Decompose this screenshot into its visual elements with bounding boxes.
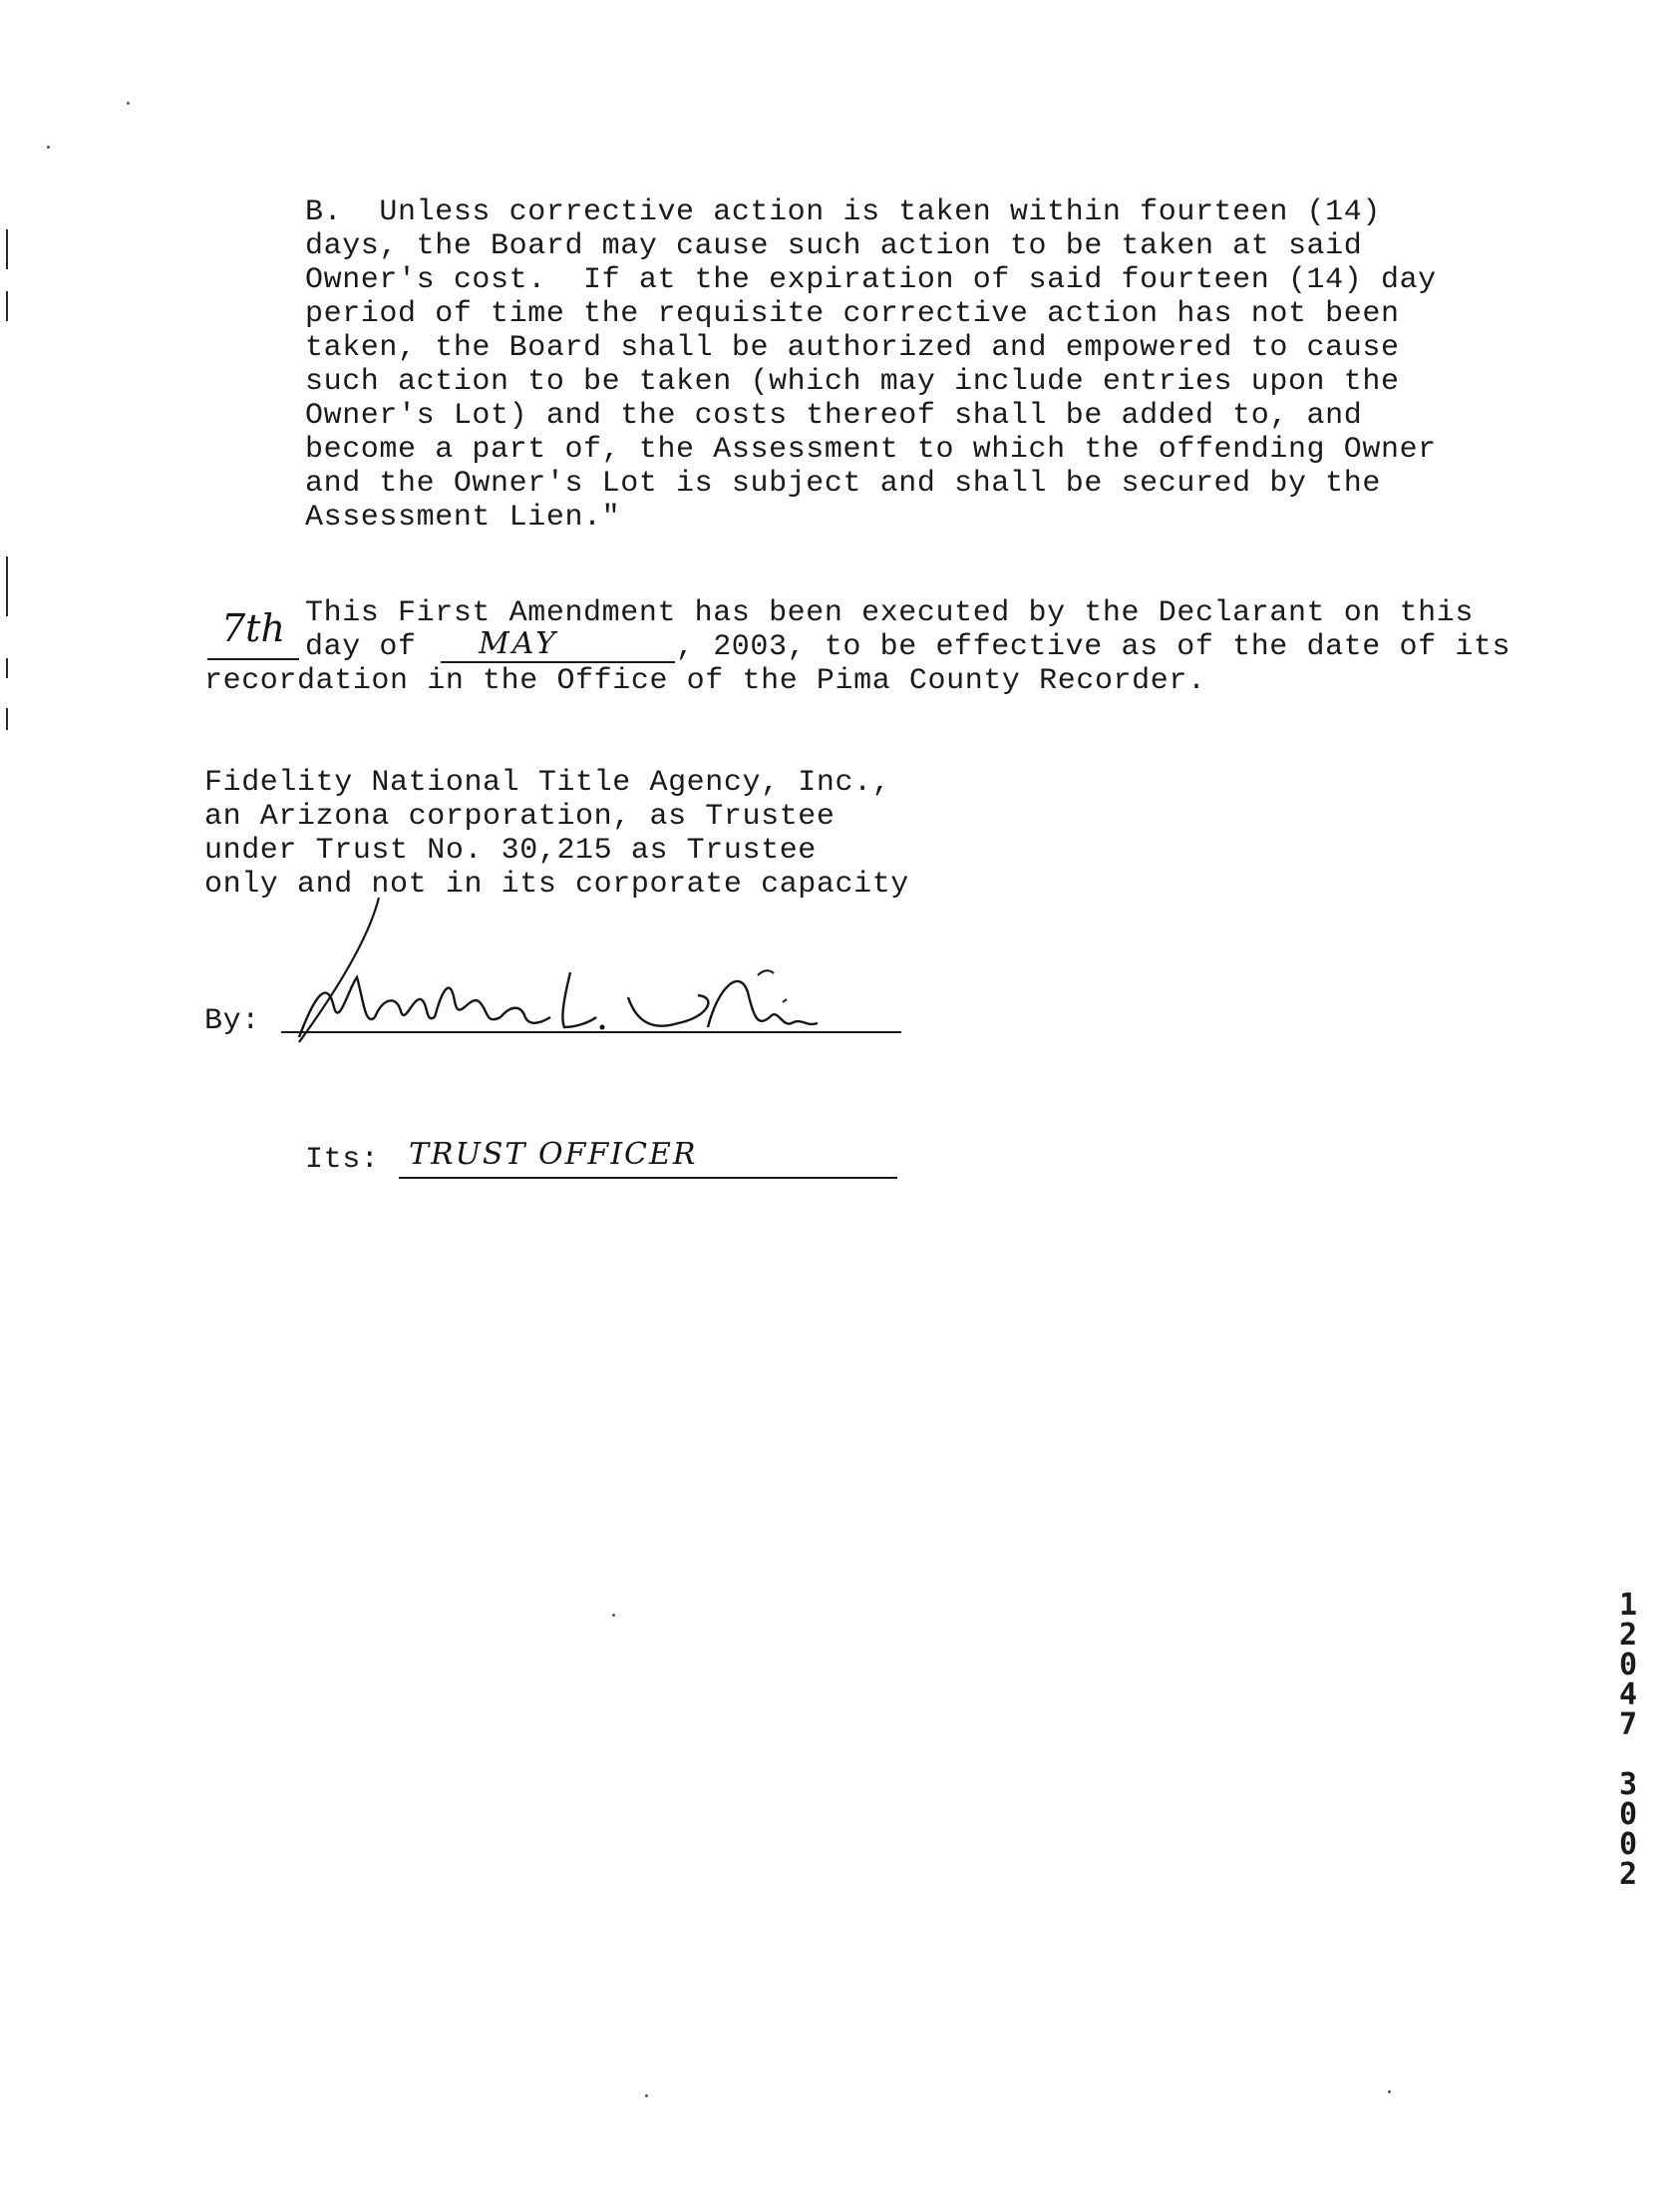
handwritten-month: MAY bbox=[479, 626, 558, 661]
scan-edge-mark bbox=[6, 658, 8, 678]
scan-edge-mark bbox=[6, 291, 8, 321]
scan-edge-mark bbox=[6, 229, 8, 269]
trustee-line: only and not in its corporate capacity bbox=[204, 868, 909, 902]
scan-speck bbox=[47, 146, 50, 149]
paragraph-line: Assessment Lien." bbox=[305, 501, 621, 535]
execution-day-suffix: , 2003, to be effective as of the date of its bbox=[676, 630, 1511, 664]
title-line bbox=[399, 1177, 897, 1179]
handwritten-day: 7th bbox=[221, 606, 285, 650]
recording-digit: 0 bbox=[1618, 1797, 1638, 1832]
trustee-line: under Trust No. 30,215 as Trustee bbox=[204, 834, 817, 868]
its-label: Its: bbox=[305, 1143, 380, 1177]
scan-edge-mark bbox=[6, 708, 8, 730]
recording-digit: 7 bbox=[1618, 1707, 1638, 1742]
month-blank-line bbox=[441, 661, 675, 663]
scan-speck bbox=[645, 2094, 648, 2097]
scan-edge-mark bbox=[6, 556, 8, 616]
recording-digit: 0 bbox=[1618, 1648, 1638, 1682]
trustee-line: Fidelity National Title Agency, Inc., bbox=[204, 766, 891, 800]
recording-digit: 4 bbox=[1618, 1677, 1638, 1712]
recording-digit: 1 bbox=[1618, 1588, 1638, 1623]
day-blank-line bbox=[207, 658, 299, 660]
execution-line-3: recordation in the Office of the Pima County Recorder. bbox=[204, 664, 1206, 698]
paragraph-line: Owner's cost. If at the expiration of said fourteen (14) day bbox=[305, 263, 1437, 297]
paragraph-line: such action to be taken (which may include entries upon the bbox=[305, 365, 1400, 399]
scan-speck bbox=[1388, 2090, 1391, 2093]
trustee-line: an Arizona corporation, as Trustee bbox=[204, 800, 836, 834]
scan-speck bbox=[612, 1614, 615, 1617]
recording-digit: 3 bbox=[1618, 1767, 1638, 1802]
recording-digit: 2 bbox=[1618, 1857, 1638, 1892]
paragraph-line: B. Unless corrective action is taken within fourteen (14) bbox=[305, 195, 1381, 229]
scan-speck bbox=[127, 102, 130, 105]
by-label: By: bbox=[204, 1004, 260, 1038]
paragraph-line: period of time the requisite corrective action has not been bbox=[305, 297, 1400, 331]
recording-digit: 0 bbox=[1618, 1827, 1638, 1862]
paragraph-line: become a part of, the Assessment to which the offending Owner bbox=[305, 433, 1437, 467]
paragraph-line: Owner's Lot) and the costs thereof shall be added to, and bbox=[305, 399, 1363, 433]
execution-line-1: This First Amendment has been executed by the Declarant on this bbox=[305, 596, 1474, 630]
paragraph-line: taken, the Board shall be authorized and empowered to cause bbox=[305, 331, 1400, 365]
signature-line bbox=[281, 1031, 901, 1033]
signature-image bbox=[279, 878, 897, 1057]
recording-digit: 2 bbox=[1618, 1618, 1638, 1653]
execution-day-prefix: day of bbox=[305, 630, 417, 664]
paragraph-line: days, the Board may cause such action to be taken at said bbox=[305, 229, 1363, 263]
handwritten-title: TRUST OFFICER bbox=[409, 1137, 698, 1172]
paragraph-line: and the Owner's Lot is subject and shall be secured by the bbox=[305, 467, 1381, 501]
